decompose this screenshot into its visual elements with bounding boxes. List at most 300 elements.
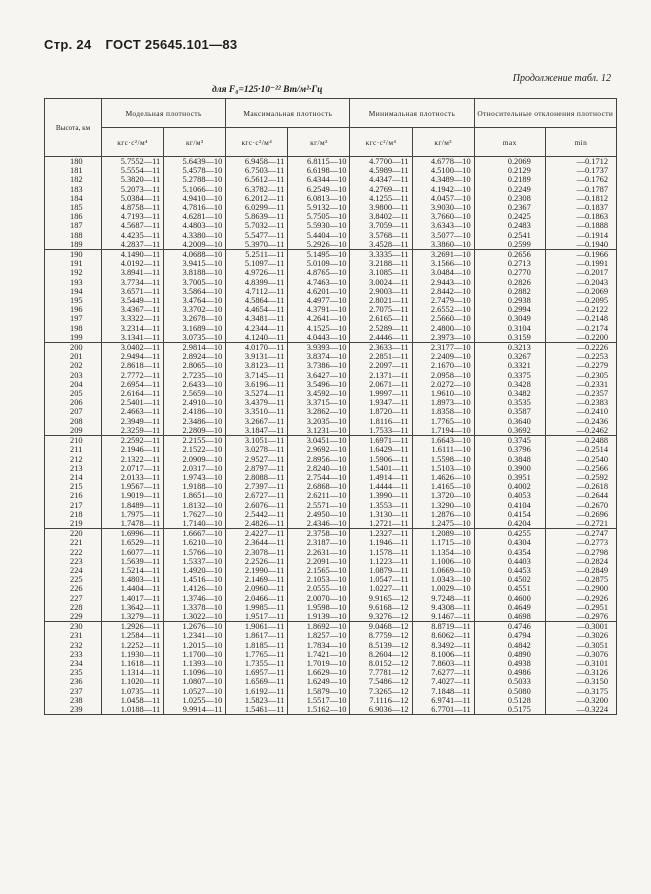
max-kg-cell: 2.8240—10 (288, 464, 350, 473)
model-kg-cell: 2.9814—10 (164, 343, 226, 353)
dev-max-cell: 0.3848 (474, 455, 545, 464)
model-kgf-cell: 1.8489—11 (102, 501, 164, 510)
table-row (45, 268, 617, 277)
height-cell: 206 (45, 398, 102, 407)
height-cell: 209 (45, 426, 102, 436)
model-kgf-cell: 1.9019—11 (102, 491, 164, 500)
model-kg-cell: 2.7235—10 (164, 371, 226, 380)
max-kgf-cell: 3.8123—11 (226, 361, 288, 370)
min-kg-cell: 8.3492—11 (412, 641, 474, 650)
dev-min-cell: —0.2696 (545, 510, 616, 519)
height-cell: 213 (45, 464, 102, 473)
table-body (45, 157, 617, 715)
table-row (45, 231, 617, 240)
height-cell: 198 (45, 324, 102, 333)
table-continuation-label: Продолжение табл. 12 (512, 73, 611, 84)
header-min-density: Минимальная плотность (350, 99, 474, 128)
table-row (45, 519, 617, 529)
dev-min-cell: —0.2253 (545, 352, 616, 361)
dev-min-cell: —0.2670 (545, 501, 616, 510)
max-kg-cell: 1.9598—10 (288, 603, 350, 612)
table-row (45, 705, 617, 715)
table-row (45, 510, 617, 519)
height-cell: 212 (45, 455, 102, 464)
model-kg-cell: 9.9914—11 (164, 705, 226, 715)
table-row (45, 398, 617, 407)
model-kgf-cell: 1.0458—11 (102, 696, 164, 705)
dev-min-cell: —0.1762 (545, 175, 616, 184)
dev-min-cell: —0.2747 (545, 529, 616, 539)
model-kgf-cell: 3.0402—11 (102, 343, 164, 353)
max-kg-cell: 2.8956—10 (288, 455, 350, 464)
max-kg-cell: 6.4344—10 (288, 175, 350, 184)
min-kgf-cell: 3.9800—11 (350, 203, 412, 212)
dev-max-cell: 0.5080 (474, 687, 545, 696)
table-row (45, 389, 617, 398)
dev-max-cell: 0.4053 (474, 491, 545, 500)
min-kgf-cell: 7.3265—12 (350, 687, 412, 696)
table-row (45, 221, 617, 230)
model-kgf-cell: 2.8618—11 (102, 361, 164, 370)
dev-min-cell: —0.2148 (545, 314, 616, 323)
model-kgf-cell: 1.5639—11 (102, 557, 164, 566)
dev-max-cell: 0.2713 (474, 259, 545, 268)
max-kg-cell: 5.2926—10 (288, 240, 350, 250)
min-kgf-cell: 3.5768—11 (350, 231, 412, 240)
max-kgf-cell: 4.3481—11 (226, 314, 288, 323)
min-kg-cell: 3.5077—10 (412, 231, 474, 240)
dev-min-cell: —0.3101 (545, 659, 616, 668)
min-kg-cell: 4.3489—10 (412, 175, 474, 184)
height-cell: 201 (45, 352, 102, 361)
min-kgf-cell: 1.5906—11 (350, 455, 412, 464)
dev-max-cell: 0.4746 (474, 622, 545, 632)
table-row (45, 407, 617, 416)
max-kgf-cell: 2.5442—11 (226, 510, 288, 519)
table-row (45, 641, 617, 650)
min-kg-cell: 7.6277—11 (412, 668, 474, 677)
min-kg-cell: 1.0029—10 (412, 584, 474, 593)
height-cell: 228 (45, 603, 102, 612)
model-kgf-cell: 2.1322—11 (102, 455, 164, 464)
header-unit-kg: кг/м³ (288, 128, 350, 157)
table-row (45, 175, 617, 184)
max-kgf-cell: 3.1051—11 (226, 436, 288, 446)
standard-number: ГОСТ 25645.101—83 (105, 37, 238, 52)
min-kgf-cell: 1.3553—11 (350, 501, 412, 510)
dev-max-cell: 0.4453 (474, 566, 545, 575)
dev-max-cell: 0.2069 (474, 157, 545, 167)
table-row (45, 380, 617, 389)
dev-max-cell: 0.2483 (474, 221, 545, 230)
dev-max-cell: 0.2599 (474, 240, 545, 250)
header-unit-kg: кг/м³ (164, 128, 226, 157)
table-row (45, 371, 617, 380)
max-kgf-cell: 6.9458—11 (226, 157, 288, 167)
min-kg-cell: 1.0669—10 (412, 566, 474, 575)
model-kgf-cell: 2.7772—11 (102, 371, 164, 380)
model-kg-cell: 3.5864—10 (164, 287, 226, 296)
header-dev-max: max (474, 128, 545, 157)
header-max-density: Максимальная плотность (226, 99, 350, 128)
max-kg-cell: 1.7421—10 (288, 650, 350, 659)
min-kg-cell: 1.3720—10 (412, 491, 474, 500)
height-cell: 211 (45, 445, 102, 454)
dev-min-cell: —0.3175 (545, 687, 616, 696)
table-row (45, 603, 617, 612)
table-row (45, 250, 617, 260)
model-kg-cell: 1.9743—10 (164, 473, 226, 482)
max-kgf-cell: 2.4826—11 (226, 519, 288, 529)
table-row (45, 166, 617, 175)
min-kg-cell: 1.5103—10 (412, 464, 474, 473)
max-kg-cell: 3.9393—10 (288, 343, 350, 353)
model-kgf-cell: 2.4663—11 (102, 407, 164, 416)
min-kg-cell: 1.2475—10 (412, 519, 474, 529)
max-kg-cell: 2.3758—10 (288, 529, 350, 539)
height-cell: 239 (45, 705, 102, 715)
max-kgf-cell: 3.6196—11 (226, 380, 288, 389)
table-row (45, 482, 617, 491)
model-kg-cell: 3.8188—10 (164, 268, 226, 277)
height-cell: 230 (45, 622, 102, 632)
model-kg-cell: 4.4803—10 (164, 221, 226, 230)
min-kg-cell: 3.7660—10 (412, 212, 474, 221)
dev-min-cell: —0.2174 (545, 324, 616, 333)
model-kg-cell: 4.6281—10 (164, 212, 226, 221)
model-kg-cell: 2.4186—10 (164, 407, 226, 416)
model-kgf-cell: 3.6571—11 (102, 287, 164, 296)
dev-min-cell: —0.2976 (545, 612, 616, 622)
height-cell: 231 (45, 631, 102, 640)
dev-min-cell: —0.2043 (545, 278, 616, 287)
model-kgf-cell: 5.5554—11 (102, 166, 164, 175)
min-kgf-cell: 1.8720—11 (350, 407, 412, 416)
max-kgf-cell: 3.4379—11 (226, 398, 288, 407)
max-kgf-cell: 4.1240—11 (226, 333, 288, 343)
height-cell: 183 (45, 185, 102, 194)
min-kgf-cell: 1.4914—11 (350, 473, 412, 482)
min-kgf-cell: 7.1116—12 (350, 696, 412, 705)
table-row (45, 538, 617, 547)
dev-min-cell: —0.3001 (545, 622, 616, 632)
header-model-density: Модельная плотность (102, 99, 226, 128)
max-kgf-cell: 6.7503—11 (226, 166, 288, 175)
min-kg-cell: 1.4626—10 (412, 473, 474, 482)
height-cell: 210 (45, 436, 102, 446)
max-kg-cell: 2.0070—10 (288, 594, 350, 603)
min-kg-cell: 7.1848—11 (412, 687, 474, 696)
model-kg-cell: 1.5337—10 (164, 557, 226, 566)
table-row (45, 157, 617, 167)
max-kgf-cell: 3.5274—11 (226, 389, 288, 398)
model-kgf-cell: 2.3949—11 (102, 417, 164, 426)
max-kg-cell: 2.2631—10 (288, 548, 350, 557)
height-cell: 200 (45, 343, 102, 353)
model-kg-cell: 2.2809—10 (164, 426, 226, 436)
max-kg-cell: 3.6427—10 (288, 371, 350, 380)
model-kgf-cell: 1.1314—11 (102, 668, 164, 677)
model-kg-cell: 1.2341—10 (164, 631, 226, 640)
page-number: Стр. 24 (44, 37, 92, 52)
height-cell: 191 (45, 259, 102, 268)
max-kg-cell: 5.4404—10 (288, 231, 350, 240)
height-cell: 223 (45, 557, 102, 566)
min-kg-cell: 1.7194—10 (412, 426, 474, 436)
height-cell: 188 (45, 231, 102, 240)
height-cell: 186 (45, 212, 102, 221)
max-kg-cell: 2.4346—10 (288, 519, 350, 529)
min-kgf-cell: 8.2604—12 (350, 650, 412, 659)
dev-max-cell: 0.3267 (474, 352, 545, 361)
dev-max-cell: 0.4154 (474, 510, 545, 519)
model-kg-cell: 5.6439—10 (164, 157, 226, 167)
min-kg-cell: 2.1670—10 (412, 361, 474, 370)
height-cell: 233 (45, 650, 102, 659)
dev-max-cell: 0.2541 (474, 231, 545, 240)
model-kg-cell: 1.3022—10 (164, 612, 226, 622)
dev-min-cell: —0.1991 (545, 259, 616, 268)
dev-min-cell: —0.2069 (545, 287, 616, 296)
model-kg-cell: 1.0527—10 (164, 687, 226, 696)
dev-min-cell: —0.1914 (545, 231, 616, 240)
model-kg-cell: 3.1689—10 (164, 324, 226, 333)
max-kgf-cell: 5.2511—11 (226, 250, 288, 260)
min-kgf-cell: 3.4528—11 (350, 240, 412, 250)
model-kg-cell: 3.3702—10 (164, 305, 226, 314)
max-kgf-cell: 2.6076—11 (226, 501, 288, 510)
min-kg-cell: 2.5660—10 (412, 314, 474, 323)
table-row (45, 557, 617, 566)
model-kgf-cell: 3.4367—11 (102, 305, 164, 314)
min-kgf-cell: 2.5289—11 (350, 324, 412, 333)
table-row (45, 696, 617, 705)
min-kg-cell: 2.0272—10 (412, 380, 474, 389)
min-kg-cell: 1.2089—10 (412, 529, 474, 539)
max-kgf-cell: 3.7145—11 (226, 371, 288, 380)
max-kg-cell: 1.6249—10 (288, 677, 350, 686)
min-kgf-cell: 2.2851—11 (350, 352, 412, 361)
min-kgf-cell: 1.1223—11 (350, 557, 412, 566)
max-kg-cell: 2.7544—10 (288, 473, 350, 482)
height-cell: 203 (45, 371, 102, 380)
dev-min-cell: —0.1940 (545, 240, 616, 250)
min-kgf-cell: 2.6165—11 (350, 314, 412, 323)
model-kgf-cell: 3.7734—11 (102, 278, 164, 287)
min-kgf-cell: 2.1371—11 (350, 371, 412, 380)
table-row (45, 566, 617, 575)
max-kg-cell: 3.0451—10 (288, 436, 350, 446)
dev-min-cell: —0.2357 (545, 389, 616, 398)
model-kgf-cell: 2.5401—11 (102, 398, 164, 407)
max-kgf-cell: 3.0278—11 (226, 445, 288, 454)
max-kgf-cell: 5.5477—11 (226, 231, 288, 240)
max-kgf-cell: 2.6727—11 (226, 491, 288, 500)
min-kgf-cell: 1.6971—11 (350, 436, 412, 446)
min-kgf-cell: 3.0024—11 (350, 278, 412, 287)
model-kg-cell: 1.9188—10 (164, 482, 226, 491)
max-kgf-cell: 6.2012—11 (226, 194, 288, 203)
min-kgf-cell: 7.7781—12 (350, 668, 412, 677)
model-kgf-cell: 4.2837—11 (102, 240, 164, 250)
max-kgf-cell: 5.3970—11 (226, 240, 288, 250)
model-kgf-cell: 4.0192—11 (102, 259, 164, 268)
max-kgf-cell: 1.7355—11 (226, 659, 288, 668)
max-kgf-cell: 2.7397—11 (226, 482, 288, 491)
dev-max-cell: 0.4551 (474, 584, 545, 593)
max-kg-cell: 3.2862—10 (288, 407, 350, 416)
min-kg-cell: 6.7701—11 (412, 705, 474, 715)
max-kg-cell: 2.4950—10 (288, 510, 350, 519)
min-kg-cell: 9.1467—11 (412, 612, 474, 622)
min-kg-cell: 1.7765—10 (412, 417, 474, 426)
model-kgf-cell: 1.2584—11 (102, 631, 164, 640)
dev-min-cell: —0.3224 (545, 705, 616, 715)
height-cell: 232 (45, 641, 102, 650)
max-kg-cell: 2.9692—10 (288, 445, 350, 454)
max-kgf-cell: 2.1990—11 (226, 566, 288, 575)
min-kgf-cell: 3.7059—11 (350, 221, 412, 230)
table-row (45, 343, 617, 353)
height-cell: 181 (45, 166, 102, 175)
model-kg-cell: 1.7140—10 (164, 519, 226, 529)
dev-min-cell: —0.3076 (545, 650, 616, 659)
max-kg-cell: 5.1495—10 (288, 250, 350, 260)
dev-max-cell: 0.4842 (474, 641, 545, 650)
model-kgf-cell: 1.1618—11 (102, 659, 164, 668)
model-kg-cell: 1.4126—10 (164, 584, 226, 593)
model-kg-cell: 3.9415—10 (164, 259, 226, 268)
dev-max-cell: 0.3640 (474, 417, 545, 426)
model-kgf-cell: 1.4404—11 (102, 584, 164, 593)
min-kgf-cell: 4.4347—11 (350, 175, 412, 184)
min-kg-cell: 4.5100—10 (412, 166, 474, 175)
dev-min-cell: —0.2017 (545, 268, 616, 277)
table-row (45, 668, 617, 677)
model-kgf-cell: 1.2252—11 (102, 641, 164, 650)
max-kg-cell: 4.2641—10 (288, 314, 350, 323)
model-kg-cell: 3.0735—10 (164, 333, 226, 343)
model-kgf-cell: 4.4235—11 (102, 231, 164, 240)
max-kg-cell: 6.2549—10 (288, 185, 350, 194)
dev-min-cell: —0.2849 (545, 566, 616, 575)
dev-max-cell: 0.3375 (474, 371, 545, 380)
max-kg-cell: 2.5571—10 (288, 501, 350, 510)
dev-min-cell: —0.1837 (545, 203, 616, 212)
table-row (45, 417, 617, 426)
dev-max-cell: 0.4354 (474, 548, 545, 557)
model-kg-cell: 4.2009—10 (164, 240, 226, 250)
max-kgf-cell: 2.8088—11 (226, 473, 288, 482)
dev-max-cell: 0.4255 (474, 529, 545, 539)
dev-min-cell: —0.2618 (545, 482, 616, 491)
max-kg-cell: 4.8765—10 (288, 268, 350, 277)
max-kgf-cell: 2.2526—11 (226, 557, 288, 566)
table-row (45, 464, 617, 473)
min-kgf-cell: 8.0152—12 (350, 659, 412, 668)
height-cell: 218 (45, 510, 102, 519)
min-kg-cell: 1.4165—10 (412, 482, 474, 491)
dev-max-cell: 0.2189 (474, 175, 545, 184)
max-kgf-cell: 1.6192—11 (226, 687, 288, 696)
min-kg-cell: 2.3973—10 (412, 333, 474, 343)
model-kgf-cell: 4.7193—11 (102, 212, 164, 221)
height-cell: 204 (45, 380, 102, 389)
max-kg-cell: 2.3187—10 (288, 538, 350, 547)
max-kgf-cell: 4.7112—11 (226, 287, 288, 296)
dev-min-cell: —0.1966 (545, 250, 616, 260)
min-kgf-cell: 8.7759—12 (350, 631, 412, 640)
min-kgf-cell: 4.1255—11 (350, 194, 412, 203)
min-kg-cell: 4.1942—10 (412, 185, 474, 194)
dev-max-cell: 0.3900 (474, 464, 545, 473)
dev-min-cell: —0.2462 (545, 426, 616, 436)
min-kgf-cell: 9.0468—12 (350, 622, 412, 632)
max-kgf-cell: 4.0170—11 (226, 343, 288, 353)
min-kgf-cell: 9.3276—12 (350, 612, 412, 622)
min-kg-cell: 3.3860—10 (412, 240, 474, 250)
table-row (45, 501, 617, 510)
dev-max-cell: 0.2308 (474, 194, 545, 203)
model-kgf-cell: 1.3642—11 (102, 603, 164, 612)
min-kgf-cell: 1.6429—11 (350, 445, 412, 454)
table-row (45, 324, 617, 333)
min-kg-cell: 7.4027—11 (412, 677, 474, 686)
table-row (45, 594, 617, 603)
header-unit-kgf: кгс·с²/м⁴ (102, 128, 164, 157)
dev-max-cell: 0.5033 (474, 677, 545, 686)
table-row (45, 548, 617, 557)
max-kgf-cell: 2.0960—11 (226, 584, 288, 593)
model-kgf-cell: 2.6164—11 (102, 389, 164, 398)
header-dev-min: min (545, 128, 616, 157)
model-kgf-cell: 3.2314—11 (102, 324, 164, 333)
model-kg-cell: 1.8132—10 (164, 501, 226, 510)
height-cell: 234 (45, 659, 102, 668)
model-kg-cell: 1.1700—10 (164, 650, 226, 659)
model-kgf-cell: 3.8941—11 (102, 268, 164, 277)
dev-min-cell: —0.3051 (545, 641, 616, 650)
page-header (44, 37, 237, 52)
dev-max-cell: 0.2994 (474, 305, 545, 314)
max-kgf-cell: 5.1097—11 (226, 259, 288, 268)
dev-max-cell: 0.2938 (474, 296, 545, 305)
max-kgf-cell: 1.8617—11 (226, 631, 288, 640)
max-kg-cell: 1.5517—10 (288, 696, 350, 705)
max-kgf-cell: 2.1469—11 (226, 575, 288, 584)
model-kg-cell: 2.6433—10 (164, 380, 226, 389)
min-kg-cell: 4.0457—10 (412, 194, 474, 203)
max-kg-cell: 6.8115—10 (288, 157, 350, 167)
dev-min-cell: —0.2951 (545, 603, 616, 612)
max-kgf-cell: 4.8399—11 (226, 278, 288, 287)
max-kg-cell: 4.1525—10 (288, 324, 350, 333)
header-height: Высота, км (45, 99, 102, 157)
model-kg-cell: 5.4578—10 (164, 166, 226, 175)
table-row (45, 436, 617, 446)
min-kgf-cell: 8.5139—12 (350, 641, 412, 650)
model-kgf-cell: 1.2926—11 (102, 622, 164, 632)
dev-min-cell: —0.2331 (545, 380, 616, 389)
min-kgf-cell: 3.3335—11 (350, 250, 412, 260)
dev-max-cell: 0.2425 (474, 212, 545, 221)
max-kg-cell: 5.9132—10 (288, 203, 350, 212)
min-kg-cell: 1.8973—10 (412, 398, 474, 407)
height-cell: 192 (45, 268, 102, 277)
dev-max-cell: 0.3428 (474, 380, 545, 389)
dev-max-cell: 0.2129 (474, 166, 545, 175)
header-unit-kgf: кгс·с²/м⁴ (350, 128, 412, 157)
